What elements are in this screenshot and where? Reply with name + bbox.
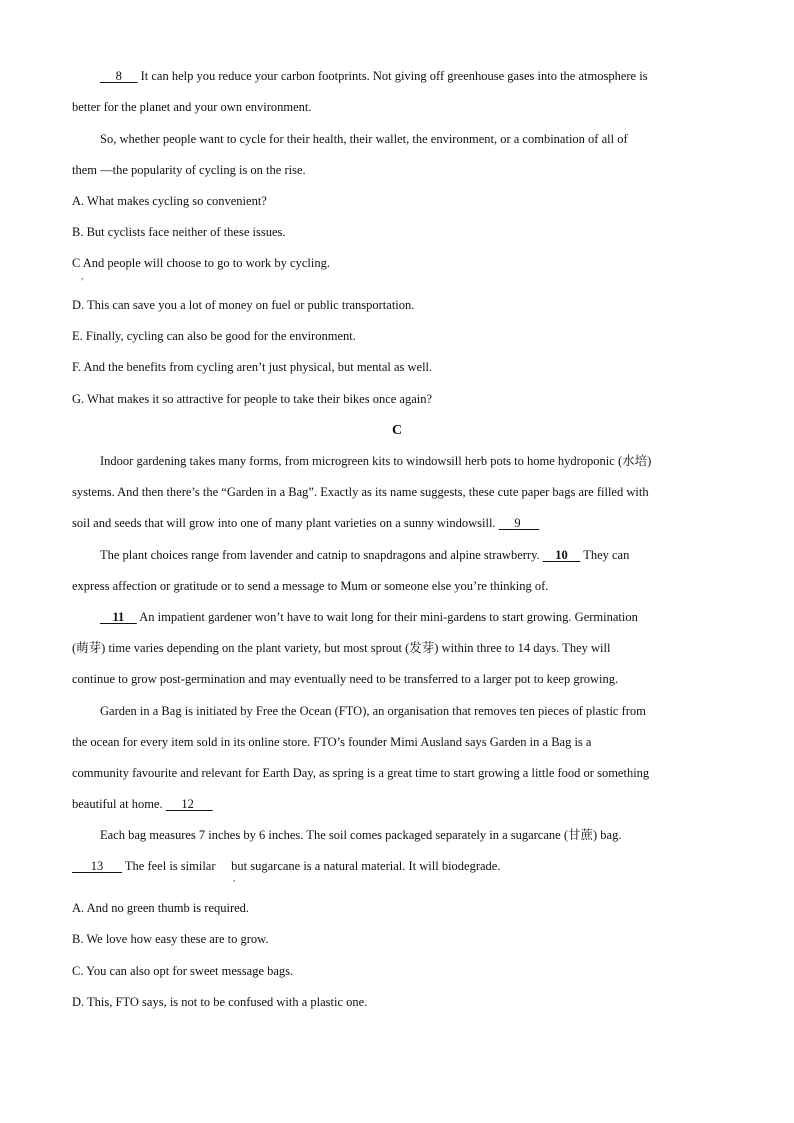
text-line: Indoor gardening takes many forms, from microgreen kits to windowsill herb pots to home hydroponic (水培) [100, 454, 652, 468]
text-line: them —the popularity of cycling is on the rise. [72, 163, 306, 177]
text-line: (萌芽) time varies depending on the plant variety, but most sprout (发芽) within three to 14 days. They will [72, 641, 611, 655]
blank-13: 13 [90, 859, 104, 873]
text-line [72, 858, 720, 874]
text-line [100, 609, 720, 625]
option-a: A. What makes cycling so convenient? [72, 194, 267, 208]
text-line: community favourite and relevant for Earth Day, as spring is a great time to start growing a little food or something [72, 766, 650, 780]
paragraph-b-last [100, 68, 720, 84]
option-c: C And people will choose to go to work by cycling. [72, 256, 330, 270]
option-c: C. You can also opt for sweet message bags. [72, 964, 294, 978]
text-span: An impatient gardener won’t have to wait long for their mini-gardens to start growing. Germination [139, 610, 638, 624]
option-d: D. This, FTO says, is not to be confused with a plastic one. [72, 995, 368, 1009]
option-e: E. Finally, cycling can also be good for the environment. [72, 329, 356, 343]
text-line: It can help you reduce your carbon footprints. Not giving off greenhouse gases into the atmosphere is [140, 69, 648, 83]
text-line: continue to grow post-germination and may eventually need to be transferred to a larger pot to keep growing. [72, 672, 619, 686]
option-b: B. But cyclists face neither of these issues. [72, 225, 286, 239]
text-line: better for the planet and your own environment. [72, 100, 312, 114]
text-line [72, 515, 720, 531]
text-span: The plant choices range from lavender and catnip to snapdragons and alpine strawberry. [100, 548, 540, 562]
text-line: So, whether people want to cycle for their health, their wallet, the environment, or a combination of all of [100, 132, 628, 146]
text-line: Garden in a Bag is initiated by Free the Ocean (FTO), an organisation that removes ten pieces of plastic from [100, 704, 646, 718]
option-g: G. What makes it so attractive for people to take their bikes once again? [72, 392, 433, 406]
text-span: but sugarcane is a natural material. It will biodegrade. [231, 859, 501, 873]
text-line [100, 547, 720, 563]
blank-8: 8 [115, 69, 122, 83]
blank-11: 11 [112, 610, 125, 624]
text-line: the ocean for every item sold in its online store. FTO’s founder Mimi Ausland says Garden in a Bag is a [72, 735, 592, 749]
stray-mark: , [81, 271, 84, 281]
option-b: B. We love how easy these are to grow. [72, 932, 269, 946]
text-line: express affection or gratitude or to send a message to Mum or someone else you’re thinking of. [72, 579, 549, 593]
blank-10: 10 [555, 548, 568, 562]
text-line: systems. And then there’s the “Garden in a Bag”. Exactly as its name suggests, these cute paper bags are filled with [72, 485, 649, 499]
stray-mark: , [233, 873, 236, 883]
text-line: Each bag measures 7 inches by 6 inches. The soil comes packaged separately in a sugarcane (甘蔗) bag. [100, 828, 622, 842]
blank-9: 9 [514, 516, 521, 530]
text-span: soil and seeds that will grow into one of many plant varieties on a sunny windowsill. [72, 516, 496, 530]
text-line [72, 796, 720, 812]
option-a: A. And no green thumb is required. [72, 901, 250, 915]
blank-12: 12 [181, 797, 194, 811]
text-span: beautiful at home. [72, 797, 163, 811]
option-d: D. This can save you a lot of money on fuel or public transportation. [72, 298, 415, 312]
option-f: F. And the benefits from cycling aren’t just physical, but mental as well. [72, 360, 433, 374]
text-span: The feel is similar [124, 859, 216, 873]
section-heading-c: C [391, 423, 403, 438]
text-span: They can [583, 548, 630, 562]
